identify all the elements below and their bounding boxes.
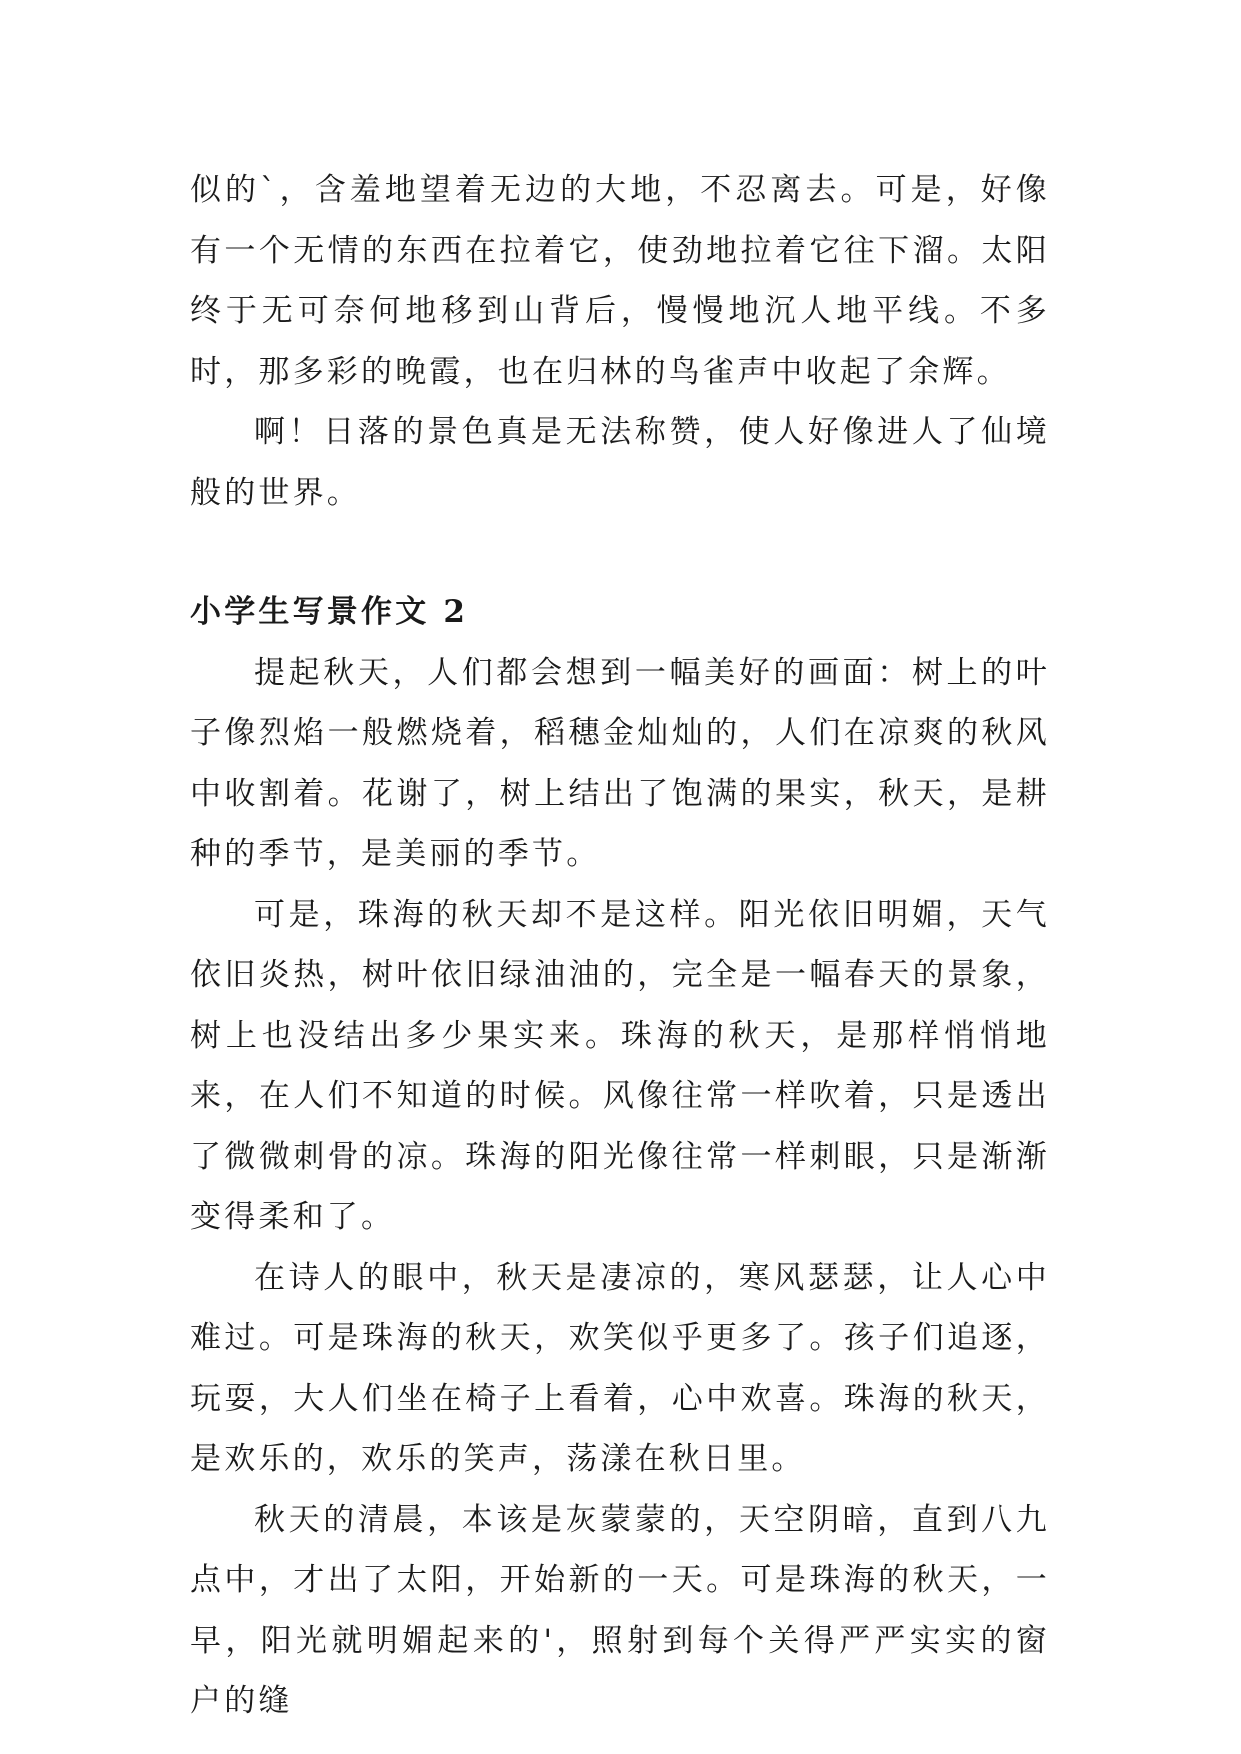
- paragraph-continued: 似的`，含羞地望着无边的大地，不忍离去。可是，好像有一个无情的东西在拉着它，使劲地拉着它往下溜。太阳终于无可奈何地移到山背后，慢慢地沉人地平线。不多时，那多彩的晚霞，也在归林的鸟雀声中收起了余辉。: [190, 172, 1050, 390]
- paragraph: 啊！日落的景色真是无法称赞，使人好像进人了仙境般的世界。: [190, 414, 1050, 511]
- paragraph: 提起秋天，人们都会想到一幅美好的画面：树上的叶子像烈焰一般燃烧着，稻穗金灿灿的，人们在凉爽的秋风中收割着。花谢了，树上结出了饱满的果实，秋天，是耕种的季节，是美丽的季节。: [190, 654, 1050, 872]
- document-body: [190, 160, 1050, 1732]
- paragraph: 秋天的清晨，本该是灰蒙蒙的，天空阴暗，直到八九点中，才出了太阳，开始新的一天。可是珠海的秋天，一早，阳光就明媚起来的'，照射到每个关得严严实实的窗户的缝: [190, 1501, 1050, 1719]
- section-spacer: [190, 523, 1050, 582]
- section-heading: 小学生写景作文 2: [190, 594, 469, 630]
- paragraph: 可是，珠海的秋天却不是这样。阳光依旧明媚，天气依旧炎热，树叶依旧绿油油的，完全是一幅春天的景象，树上也没结出多少果实来。珠海的秋天，是那样悄悄地来，在人们不知道的时候。风像往常一样吹着，只是透出了微微刺骨的凉。珠海的阳光像往常一样刺眼，只是渐渐变得柔和了。: [190, 896, 1050, 1235]
- paragraph: 在诗人的眼中，秋天是凄凉的，寒风瑟瑟，让人心中难过。可是珠海的秋天，欢笑似乎更多了。孩子们追逐，玩耍，大人们坐在椅子上看着，心中欢喜。珠海的秋天，是欢乐的，欢乐的笑声，荡漾在秋日里。: [190, 1259, 1050, 1477]
